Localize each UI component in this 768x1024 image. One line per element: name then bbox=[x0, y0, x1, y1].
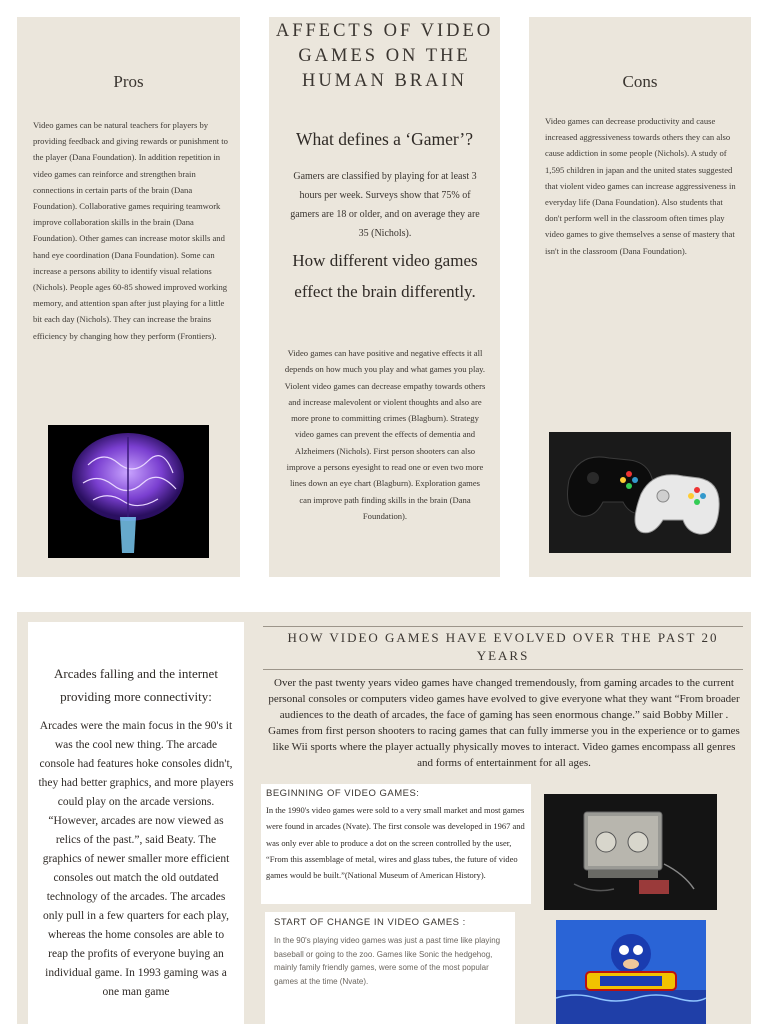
change-body: In the 90's playing video games was just a past time like playing baseball or going to the zoo. Games like Sonic the hedgehog, mainly family friendly games, were some of the most popular games at the time (Nvate). bbox=[274, 936, 501, 986]
brain-image bbox=[48, 425, 209, 558]
middle-panel bbox=[269, 17, 500, 577]
beginning-box bbox=[261, 784, 531, 904]
controllers-image bbox=[549, 432, 731, 553]
bottom-panel bbox=[17, 612, 751, 1024]
evolved-body: Over the past twenty years video games have changed tremendously, from gaming arcades to the current personal consoles or computers video games have evolved to give everyone what they want “From broader audiences to the death of arcades, the face of gaming has seen enormous change.” said Bobby Miller . Games from first person shooters to racing games that can fully immerse you in the experience or to games like Wii sports where the player actually physically moves to interact. Video games encompass all genres and forms of entertainment for all ages. bbox=[268, 677, 740, 769]
beginning-heading: BEGINNING OF VIDEO GAMES: bbox=[266, 788, 420, 799]
arcades-heading: Arcades falling and the internet providing more connectivity: bbox=[54, 666, 218, 704]
pros-panel bbox=[17, 17, 240, 577]
effect-body: Video games can have positive and negative effects it all depends on how much you play and what games you play. Violent video games can decrease empathy towards others and increase malevolent or violent thoughts and also are more prone to committing crimes (Blagburn). Strategy video games can prevent the effects of dementia and Alzheimers (Nichols). First person shooters can also improve a persons eyesight to read one or even two more lines down an eye chart (Blagburn). Exploration games can improve path finding skills in the brain (Dana Foundation). bbox=[284, 348, 486, 521]
cons-heading: Cons bbox=[622, 72, 658, 91]
title-rule-top bbox=[263, 626, 743, 627]
brochure-title: AFFECTS OF VIDEO GAMES ON THE HUMAN BRAIN bbox=[275, 21, 494, 91]
arcades-body: Arcades were the main focus in the 90's it was the cool new thing. The arcade console had features hoke consoles didn't, they had better graphics, and more players could play on the arcade versions. “However, arcades are now viewed as relics of the past.”, said Beaty. The graphics of newer smaller more efficient consoles out match the old outdated technology of the arcades. The arcades only pull in a few quarters for each play, whereas the home consoles are able to reap the profits of everyone buying an individual game. In 1993 gaming was a one man game bbox=[38, 720, 234, 998]
beginning-body: In the 1990's video games were sold to a very small market and most games were found in arcades (Nvate). The first console was developed in 1967 and was only ever able to produce a dot on the screen controlled by the user, “From this assemblage of metal, wires and glass tubes, the future of video games would be built.”(National Museum of American History). bbox=[266, 805, 525, 881]
change-heading: START OF CHANGE IN VIDEO GAMES : bbox=[274, 917, 466, 928]
arcade-column bbox=[28, 622, 244, 1024]
early-console-image bbox=[544, 794, 717, 910]
cons-body: Video games can decrease productivity and cause increased aggressiveness towards others they can also cause addiction in some people (Nichols). A study of 1,595 children in japan and the united states suggested that violent video games can increase aggressiveness in everyday life (Dana Foundation). Also students that don't perform well in the classroom often times play video games to give themselves a sense of mastery that isn't in the classroom (Dana Foundation). bbox=[545, 116, 736, 256]
pros-body: Video games can be natural teachers for players by providing feedback and giving rewards or punishment to the player (Dana Foundation). In addition repetition in video games can reinforce and strengthen brain connections in certain parts of the brain (Dana Foundation). Collaborative games requiring teamwork improve collaboration skills in the brain (Dana Foundation). Other games can increase motor skills and hand eye coordination (Dana Foundation). Some can increase a persons ability to identify visual relations (Nichols). People ages 60-85 showed improved working memory, and attention span after just playing for a little bit each day (Nichols). They can increase the brains efficiency by changing how they perform (Frontiers). bbox=[33, 120, 228, 341]
change-box bbox=[265, 912, 515, 1024]
gamer-body: Gamers are classified by playing for at least 3 hours per week. Surveys show that 75% of gamers are 18 or older, and on average they are 35 (Nichols). bbox=[290, 171, 480, 239]
effect-heading: How different video games effect the brain differently. bbox=[292, 251, 478, 301]
pros-heading: Pros bbox=[113, 72, 144, 91]
gamer-heading: What defines a ‘Gamer’? bbox=[295, 129, 473, 149]
cons-panel bbox=[529, 17, 751, 577]
evolved-title: HOW VIDEO GAMES HAVE EVOLVED OVER THE PAST 20 YEARS bbox=[287, 630, 719, 663]
title-rule-bottom bbox=[263, 669, 743, 670]
sonic-image bbox=[556, 920, 706, 1024]
